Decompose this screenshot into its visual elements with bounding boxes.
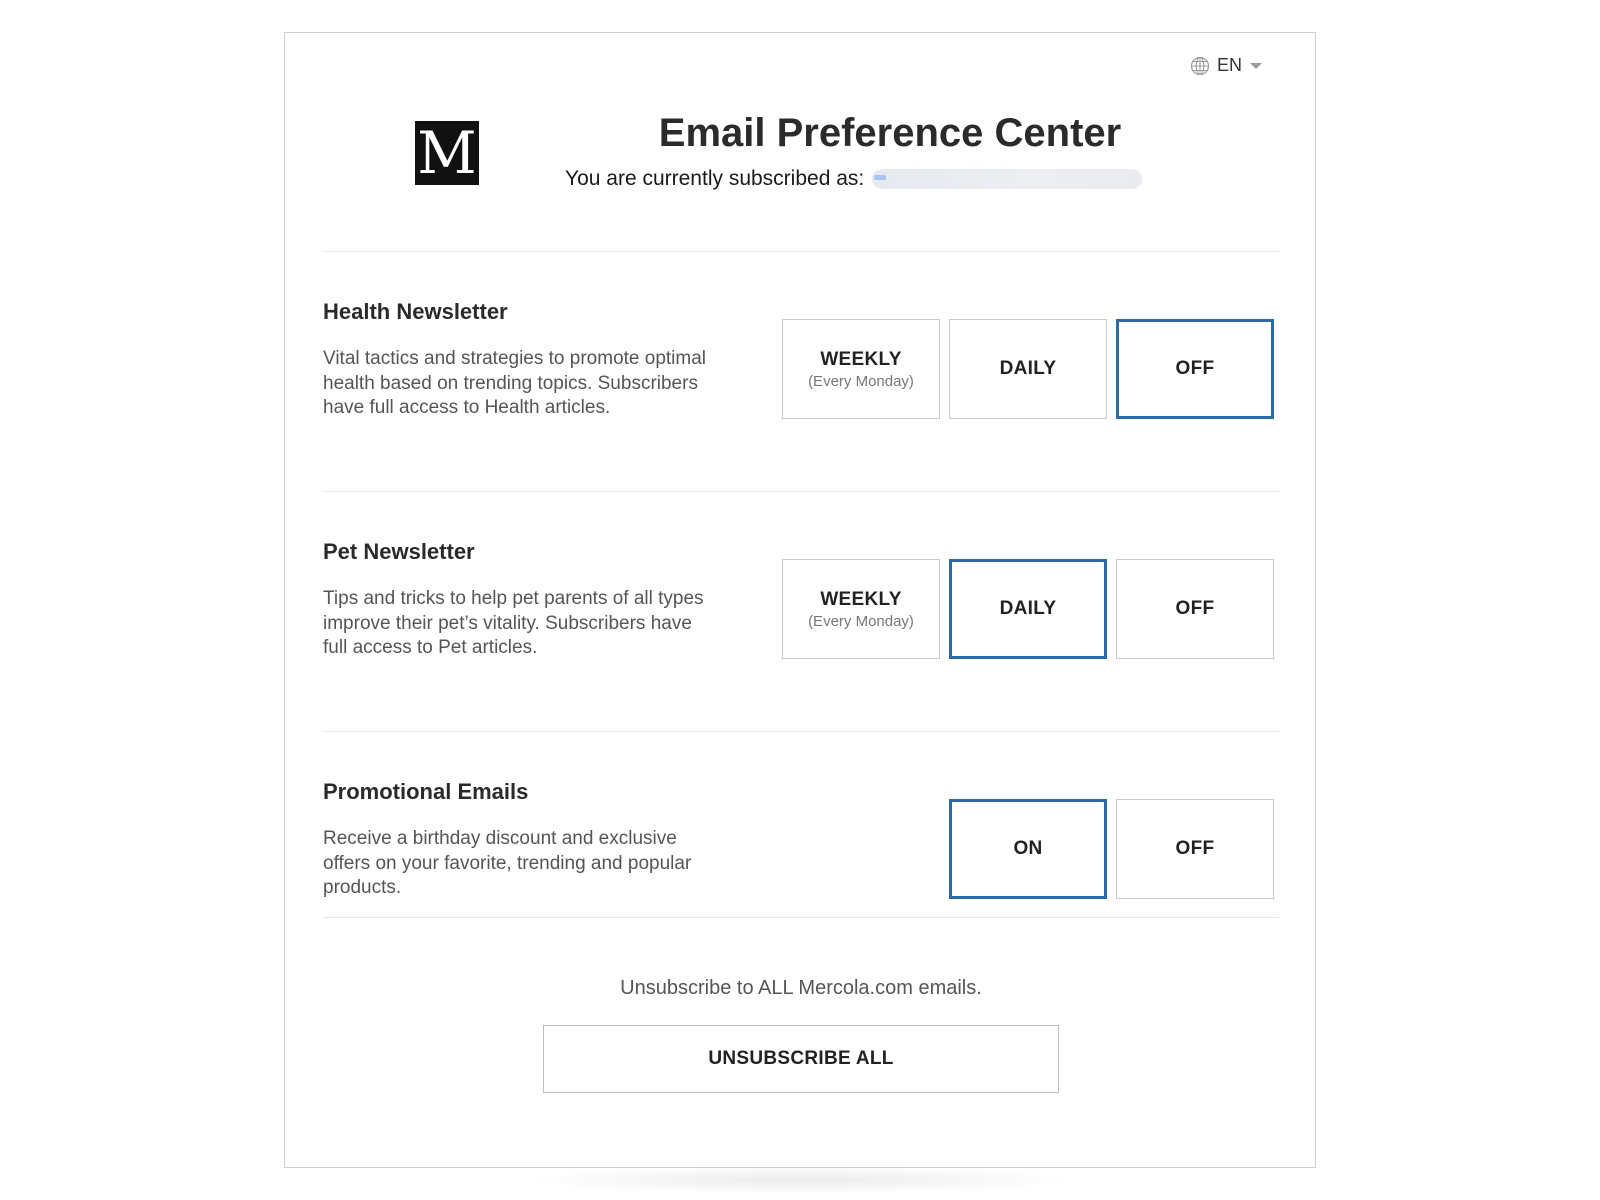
- health-daily-option[interactable]: [949, 319, 1107, 419]
- option-label: WEEKLY: [820, 348, 902, 370]
- language-selector[interactable]: [1190, 55, 1263, 76]
- pet-off-option[interactable]: [1116, 559, 1274, 659]
- option-label: WEEKLY: [820, 588, 902, 610]
- health-weekly-option[interactable]: [782, 319, 940, 419]
- unsubscribe-all-button[interactable]: UNSUBSCRIBE ALL: [543, 1025, 1059, 1093]
- redacted-email: [872, 169, 1142, 189]
- promo-off-option[interactable]: [1116, 799, 1274, 899]
- divider: [323, 917, 1279, 918]
- card-shadow: [520, 1166, 1080, 1194]
- unsubscribe-all-text: Unsubscribe to ALL Mercola.com emails.: [620, 977, 982, 999]
- subscribed-label: You are currently subscribed as:: [565, 167, 865, 190]
- promotional-emails-title: Promotional Emails: [323, 779, 529, 804]
- pet-newsletter-description: Tips and tricks to help pet parents of all types improve their pet’s vitality. Subscribers have full access to Pet articles.: [323, 588, 704, 658]
- promo-on-option[interactable]: [949, 799, 1107, 899]
- subscription-status: [565, 167, 1142, 191]
- pet-weekly-option[interactable]: [782, 559, 940, 659]
- option-label: DAILY: [999, 598, 1057, 619]
- option-label: OFF: [1175, 358, 1215, 379]
- option-sublabel: (Every Monday): [808, 372, 914, 390]
- option-label: DAILY: [999, 358, 1057, 379]
- option-label: ON: [1013, 838, 1043, 859]
- option-sublabel: (Every Monday): [808, 612, 914, 630]
- pet-newsletter-title: Pet Newsletter: [323, 539, 475, 564]
- chevron-down-icon: [1249, 61, 1263, 71]
- divider: [323, 731, 1279, 732]
- health-newsletter-title: Health Newsletter: [323, 299, 508, 324]
- option-label: OFF: [1175, 838, 1215, 859]
- divider: [323, 251, 1279, 252]
- preference-card: [284, 32, 1316, 1168]
- promotional-emails-description: Receive a birthday discount and exclusive offers on your favorite, trending and popular products.: [323, 828, 692, 898]
- language-label: EN: [1216, 55, 1242, 75]
- globe-icon: [1190, 56, 1210, 76]
- brand-logo: M: [415, 121, 479, 185]
- option-label: OFF: [1175, 598, 1215, 619]
- health-newsletter-description: Vital tactics and strategies to promote optimal health based on trending topics. Subscribers have full access to Health articles.: [323, 348, 707, 418]
- health-off-option[interactable]: [1116, 319, 1274, 419]
- divider: [323, 491, 1279, 492]
- pet-daily-option[interactable]: [949, 559, 1107, 659]
- page-title: Email Preference Center: [658, 111, 1122, 155]
